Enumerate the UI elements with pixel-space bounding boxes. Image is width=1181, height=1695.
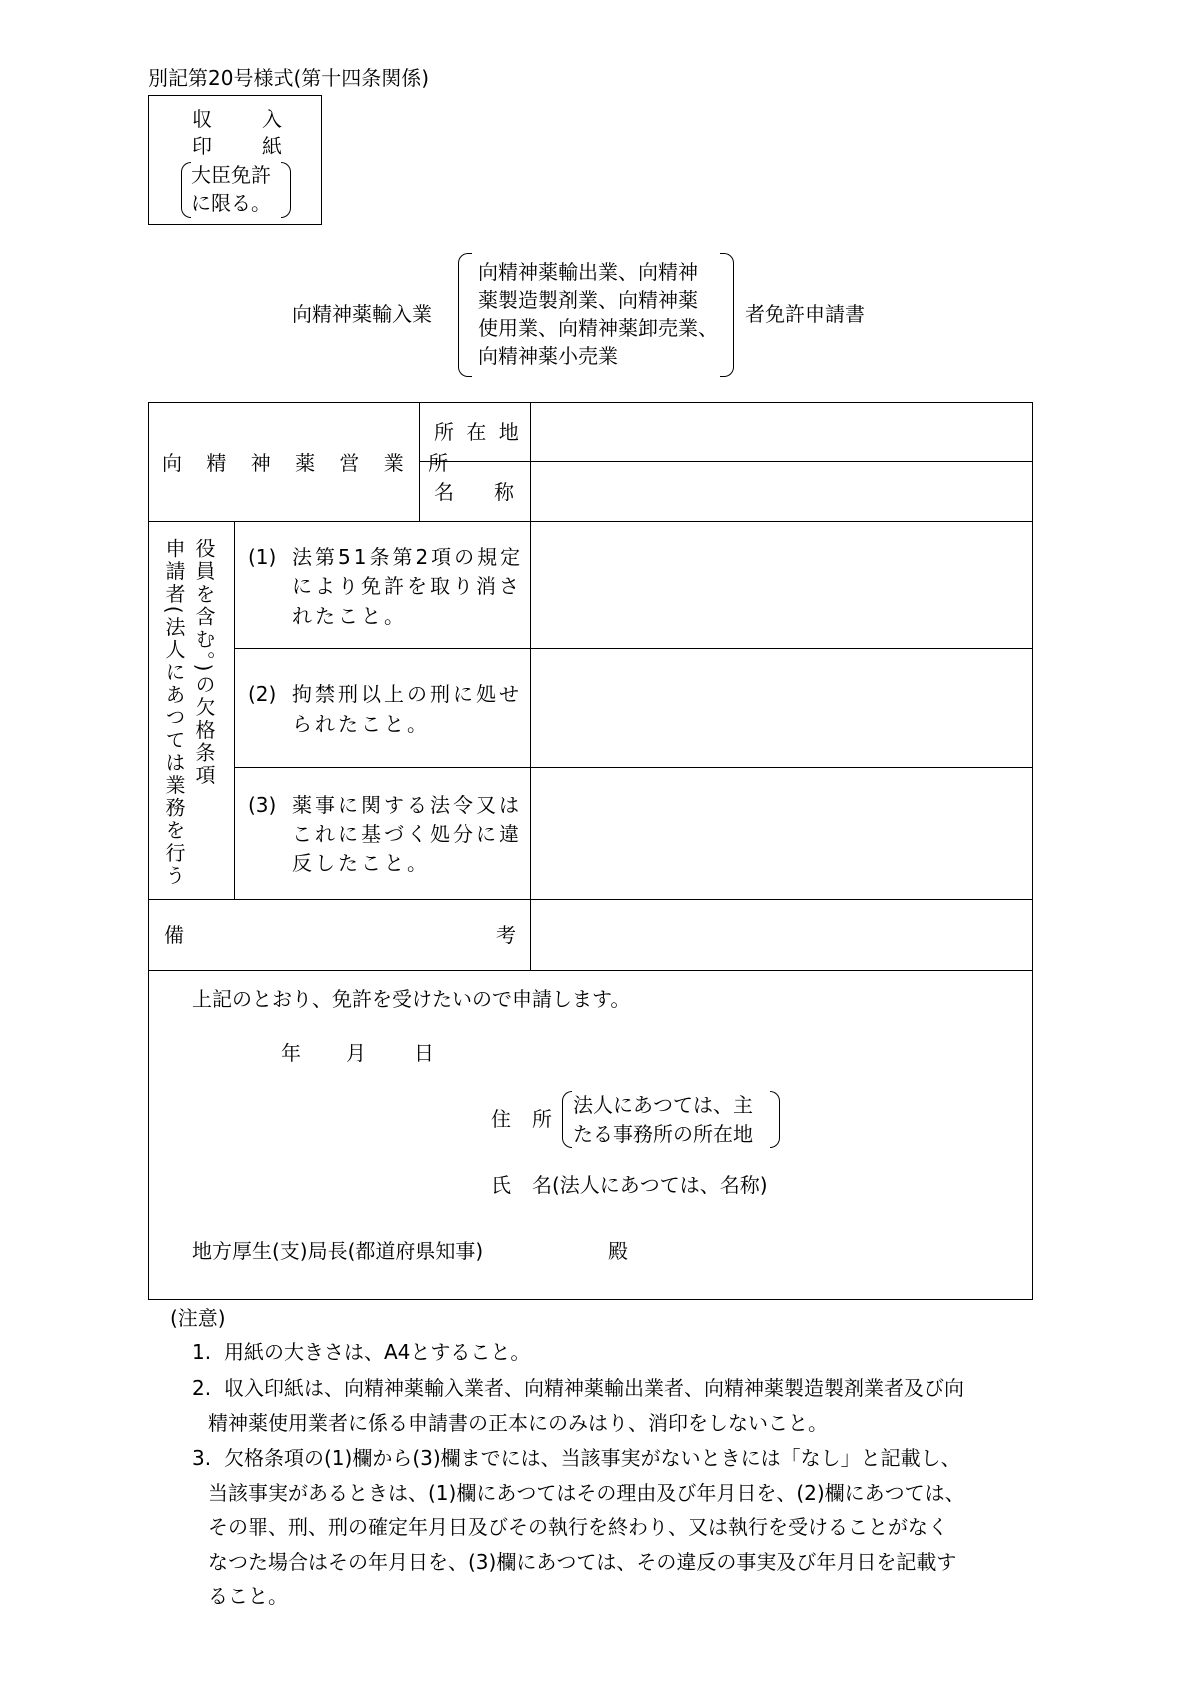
note-text: なつた場合はその年月日を、(3)欄にあつては、その違反の事実及び年月日を記載す (208, 1550, 957, 1574)
divider (234, 521, 235, 899)
note-number: 3. (192, 1446, 212, 1470)
notes-heading: (注意) (170, 1306, 226, 1330)
item-text: により免許を取り消さ (292, 574, 522, 598)
address-note: 法人にあつては、主 (573, 1093, 753, 1117)
location-field[interactable] (532, 404, 1030, 460)
name-label: 名(法人にあつては、名称) (532, 1173, 768, 1197)
bracket-right (720, 253, 734, 377)
divider (148, 970, 1032, 971)
divider (234, 767, 1032, 768)
stamp-text: 入 (262, 107, 282, 131)
note-text: 欠格条項の(1)欄から(3)欄までには、当該事実がないときには「なし」と記載し、 (224, 1446, 961, 1470)
bracket-left (458, 253, 472, 377)
bracket-left (181, 162, 191, 218)
name-label: 名 (434, 480, 454, 504)
item-text: 法第51条第2項の規定 (292, 545, 524, 569)
item-number: (3) (248, 793, 277, 817)
item-3-field[interactable] (532, 769, 1030, 898)
note-number: 2. (192, 1376, 212, 1400)
addressee: 地方厚生(支)局長(都道府県知事) (192, 1239, 484, 1263)
item-text: 拘禁刑以上の刑に処せ (292, 682, 522, 706)
remarks-label: 備 (164, 923, 184, 947)
date-day: 日 (414, 1041, 434, 1065)
stamp-text: 印 (192, 134, 212, 158)
bracket-left (562, 1091, 572, 1148)
disqualification-label: 役員を含む。)の欠格条項 (192, 538, 216, 788)
item-text: られたこと。 (292, 712, 430, 736)
divider (148, 521, 1032, 522)
name-label: 称 (494, 480, 514, 504)
item-text: 薬事に関する法令又は (292, 793, 522, 817)
item-text: これに基づく処分に違 (292, 822, 522, 846)
address-label: 住 (491, 1107, 511, 1131)
title-option: 向精神薬小売業 (478, 344, 618, 368)
divider (234, 648, 1032, 649)
bracket-right (770, 1091, 780, 1148)
item-text: れたこと。 (292, 604, 407, 628)
title-suffix: 者免許申請書 (745, 302, 865, 326)
item-number: (2) (248, 682, 277, 706)
divider (148, 899, 1032, 900)
name-label: 氏 (491, 1173, 511, 1197)
title-prefix: 向精神薬輸入業 (292, 302, 432, 326)
stamp-note: に限る。 (191, 191, 271, 215)
office-label: 向 精 神 薬 営 業 所 (162, 451, 458, 475)
note-text: その罪、刑、刑の確定年月日及びその執行を終わり、又は執行を受けることがなく (208, 1515, 948, 1539)
title-option: 向精神薬輸出業、向精神 (478, 260, 698, 284)
title-option: 使用業、向精神薬卸売業、 (478, 316, 718, 340)
remarks-field[interactable] (532, 901, 1030, 969)
divider (530, 402, 531, 970)
address-label: 所 (532, 1107, 552, 1131)
item-2-field[interactable] (532, 650, 1030, 766)
date-month: 月 (346, 1041, 366, 1065)
form-number: 別記第20号様式(第十四条関係) (148, 66, 430, 90)
honorific: 殿 (608, 1239, 628, 1263)
stamp-note: 大臣免許 (191, 163, 271, 187)
item-text: 反したこと。 (292, 851, 430, 875)
item-1-field[interactable] (532, 523, 1030, 647)
address-note: たる事務所の所在地 (573, 1122, 753, 1146)
divider (419, 461, 1032, 462)
declaration-statement: 上記のとおり、免許を受けたいので申請します。 (192, 987, 631, 1011)
note-text: 用紙の大きさは、A4とすること。 (224, 1340, 531, 1364)
location-label: 所 在 地 (434, 420, 522, 444)
note-number: 1. (192, 1340, 212, 1364)
stamp-text: 紙 (262, 134, 282, 158)
disqualification-label: 申請者(法人にあつては業務を行う (162, 538, 186, 888)
note-text: 精神薬使用業者に係る申請書の正本にのみはり、消印をしないこと。 (208, 1411, 828, 1435)
office-name-field[interactable] (532, 463, 1030, 520)
remarks-label: 考 (496, 923, 516, 947)
bracket-right (281, 162, 291, 218)
stamp-text: 収 (192, 107, 212, 131)
date-year: 年 (281, 1041, 301, 1065)
note-text: ること。 (208, 1584, 288, 1608)
item-number: (1) (248, 545, 277, 569)
note-text: 当該事実があるときは、(1)欄にあつてはその理由及び年月日を、(2)欄にあつては、 (208, 1481, 965, 1505)
note-text: 収入印紙は、向精神薬輸入業者、向精神薬輸出業者、向精神薬製造製剤業者及び向 (224, 1376, 964, 1400)
title-option: 薬製造製剤業、向精神薬 (478, 288, 698, 312)
